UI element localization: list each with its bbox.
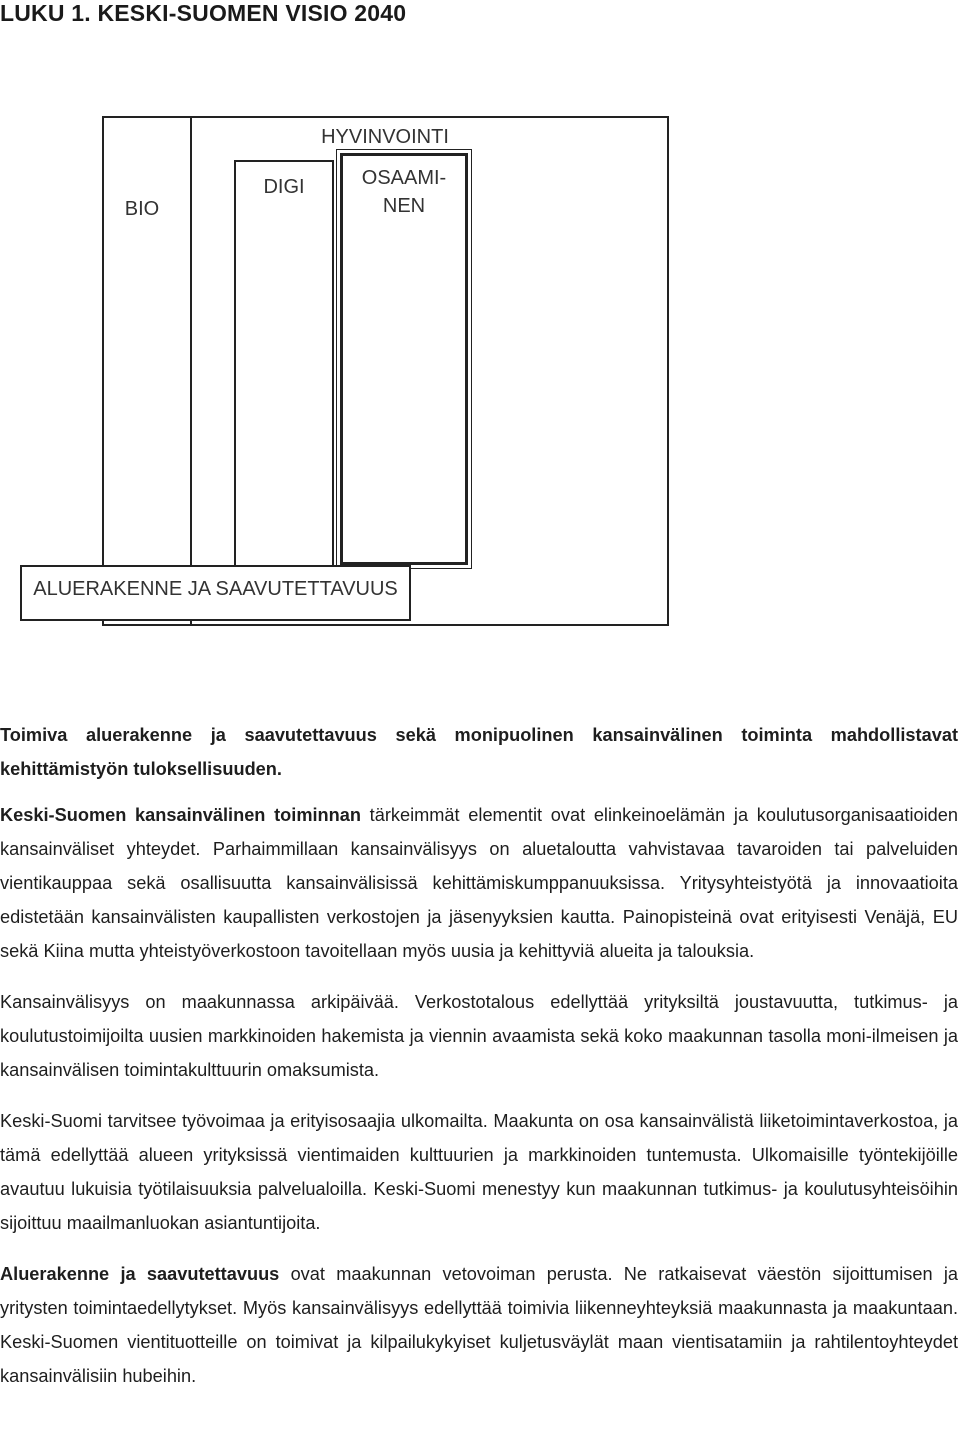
vision-diagram (0, 0, 960, 700)
paragraph-structure-body: ovat maakunnan vetovoiman perusta. Ne ratkaisevat väestön sijoittumisen ja yritysten toimintaedellytykset. Myös kansainvälisyys edellyttää toimivia liikenneyhteyksiä maakunnasta ja maakuntaan. Keski-Suomen vientituotteille on toimivat ja kilpailukykyiset kuljetusväylät maan vientisatamiin ja rahtilentoyhteydet kansainvälisiin hubeihin. (0, 1264, 958, 1386)
aluerakenne-label: ALUERAKENNE JA SAAVUTETTAVUUS (33, 578, 398, 600)
osaaminen-label-line1: OSAAMI- (361, 167, 447, 189)
bio-column (102, 116, 192, 626)
paragraph-workforce: Keski-Suomi tarvitsee työvoimaa ja erityisosaajia ulkomailta. Maakunta on osa kansainvälistä liiketoimintaverkostoa, ja tämä edellyttää alueen yrityksissä vientimaiden kulttuurien ja markkinoiden tuntemusta. Ulkomaisille työntekijöille avautuu lukuisia työtilaisuuksia palvelualoilla. Keski-Suomi menestyy kun maakunnan tutkimus- ja koulutusyhteisöihin sijoittuu maailmanluokan asiantuntijoita. (0, 1111, 958, 1233)
paragraph-structure (0, 1257, 958, 1393)
paragraph-international-lead: Keski-Suomen kansainvälinen toiminnan (0, 805, 361, 825)
paragraph-international (0, 798, 958, 968)
osaaminen-label (340, 160, 468, 224)
intro-paragraph: Toimiva aluerakenne ja saavutettavuus sekä monipuolinen kansainvälinen toiminta mahdollistavat kehittämistyön tuloksellisuuden. (0, 725, 958, 779)
osaaminen-label-line2: NEN (382, 195, 426, 217)
paragraph-everyday: Kansainvälisyys on maakunnassa arkipäivää. Verkostotalous edellyttää yrityksiltä joustavuutta, tutkimus- ja koulutustoimijoilta uusien markkinoiden hakemista ja viennin avaamista sekä koko maakunnan tasolla moni-ilmeisen ja kansainvälisen toimintakulttuurin omaksumista. (0, 992, 958, 1080)
paragraph-structure-lead: Aluerakenne ja saavutettavuus (0, 1264, 280, 1284)
hyvinvointi-label: HYVINVOINTI (321, 126, 449, 148)
digi-label: DIGI (263, 176, 305, 198)
digi-column (234, 160, 334, 580)
body-text (0, 718, 958, 1410)
paragraph-international-body: tärkeimmät elementit ovat elinkeinoelämän ja koulutusorganisaatioiden kansainväliset yhteydet. Parhaimmillaan kansainvälisyys on aluetaloutta vahvistavaa tavaroiden tai palveluiden vientikauppaa sekä osallisuutta kansainvälisissä kehittämiskumppanuuksissa. Yritysyhteistyötä ja innovaatioita edistetään kansainvälisten kaupallisten verkostojen ja jäsenyyksien kautta. Painopisteinä ovat erityisesti Venäjä, EU sekä Kiina mutta yhteistyöverkostoon tavoitellaan myös uusia ja kehittyviä alueita ja talouksia. (0, 805, 958, 961)
page-heading: LUKU 1. KESKI-SUOMEN VISIO 2040 (0, 0, 407, 26)
bio-label: BIO (124, 198, 160, 220)
